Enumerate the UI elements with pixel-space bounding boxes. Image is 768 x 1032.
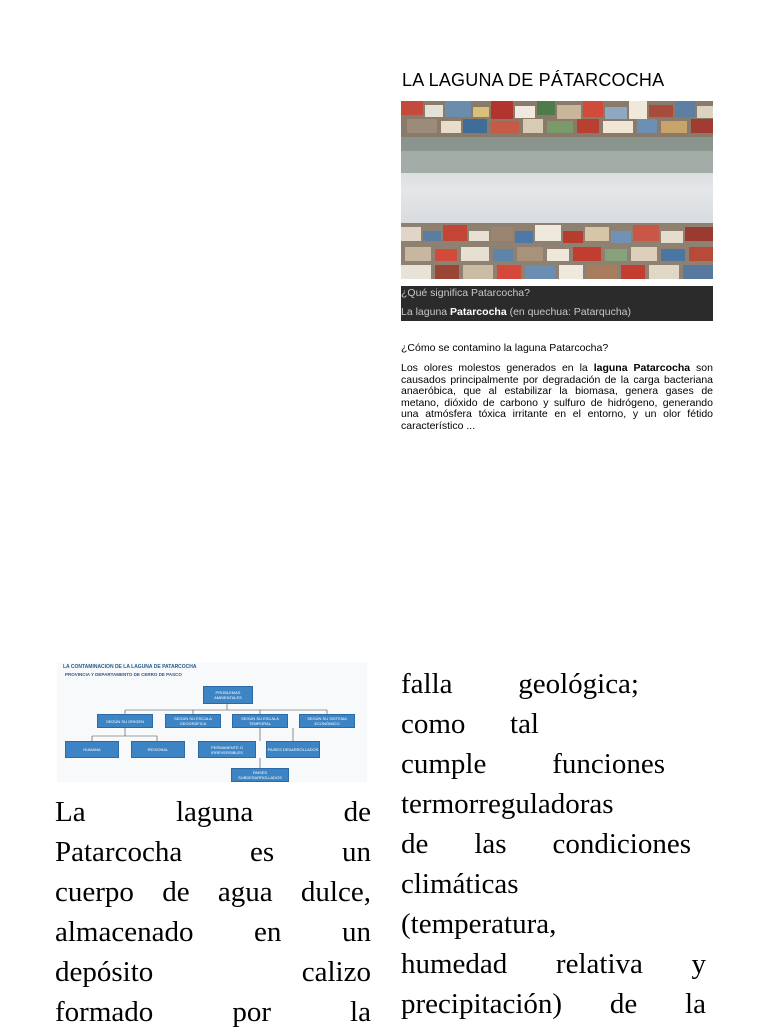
right-line-1: falla geológica; xyxy=(401,668,639,700)
caption-line-1: ¿Qué significa Patarcocha? xyxy=(401,287,530,299)
org-chart-diagram xyxy=(57,662,367,782)
right-line-7: (temperatura, xyxy=(401,908,557,940)
diagram-level1-geographic: SEGÚN SU ESCALA GEOGRÁFICA xyxy=(165,714,221,728)
caption-line-2 xyxy=(401,306,631,318)
right-line-8: humedad relativa y xyxy=(401,948,706,980)
right-column-text xyxy=(401,664,706,1024)
para-bold: laguna Patarcocha xyxy=(593,362,691,374)
photo-caption xyxy=(401,286,713,321)
right-line-5: de las condiciones xyxy=(401,828,691,860)
right-line-4: termorreguladoras xyxy=(401,788,614,820)
para-text: Los olores molestos generados en la xyxy=(401,362,594,374)
diagram-level2-human: HUMANA xyxy=(65,741,119,758)
contamination-paragraph xyxy=(401,363,713,433)
diagram-level2-developed: PAISES DESARROLLADOS xyxy=(266,741,320,758)
right-line-3: cumple funciones xyxy=(401,748,665,780)
diagram-level1-origin: SEGÚN SU ORIGEN xyxy=(97,714,153,728)
diagram-level1-economic: SEGÚN SU SISTEMA ECONÓMICO xyxy=(299,714,355,728)
left-line-5: depósito calizo xyxy=(55,956,371,988)
diagram-level3-underdeveloped: PAISES SUBDESARROLLADOS xyxy=(231,768,289,782)
page-title: LA LAGUNA DE PÁTARCOCHA xyxy=(402,70,665,90)
diagram-level2-permanent: PERMANENTE O IRREVERSIBLES xyxy=(198,741,256,758)
caption-text-end: (en quechua: Patarqucha) xyxy=(506,306,632,318)
left-line-1: La laguna de xyxy=(55,796,371,828)
left-line-3: cuerpo de agua dulce, xyxy=(55,876,371,908)
diagram-level2-regional: REGIONAL xyxy=(131,741,185,758)
diagram-subtitle: PROVINCIA Y DEPARTAMENTO DE CERRO DE PASCO xyxy=(65,672,182,677)
right-line-2: como tal xyxy=(401,708,539,740)
caption-bold: Patarcocha xyxy=(450,306,507,318)
diagram-root-box: PROBLEMAS AMBIENTALES xyxy=(203,686,253,704)
right-line-6: climáticas xyxy=(401,868,519,900)
lagoon-photo-icon xyxy=(401,101,713,279)
left-line-4: almacenado en un xyxy=(55,916,371,948)
caption-text: La laguna xyxy=(401,306,451,318)
left-column-text xyxy=(55,792,371,1032)
para-text-end: son causados principalmente por degradación de la carga bacteriana anaeróbica, que al estabilizar la biomasa, genera gases de metano, dióxido de carbono y sulfuro de hidrógeno, generando una atmósfera tóxica irritante en el entorno, y un olor fétido característico ... xyxy=(401,362,713,432)
lagoon-photo xyxy=(401,101,713,279)
diagram-title: LA CONTAMINACION DE LA LAGUNA DE PATARCOCHA xyxy=(63,664,197,670)
right-line-9: precipitación) de la xyxy=(401,988,706,1020)
question-heading: ¿Cómo se contamino la laguna Patarcocha? xyxy=(401,342,609,354)
left-line-6: formado por la xyxy=(55,996,371,1028)
diagram-level1-temporal: SEGÚN SU ESCALA TEMPORAL xyxy=(232,714,288,728)
left-line-2: Patarcocha es un xyxy=(55,836,371,868)
